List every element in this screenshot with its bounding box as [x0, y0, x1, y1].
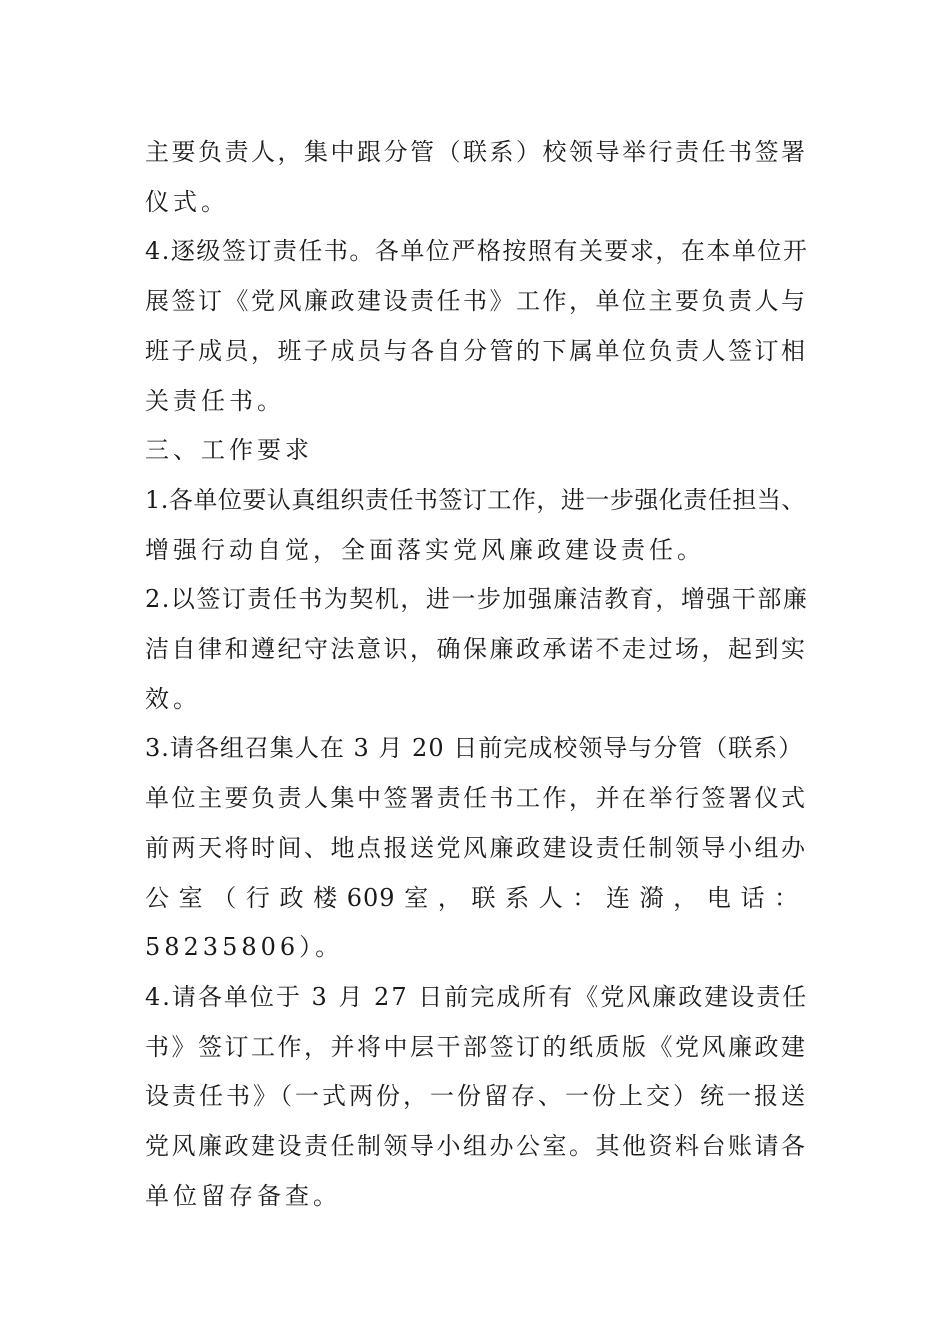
- document-body: [145, 128, 810, 1221]
- body-line: 仪式。: [145, 187, 229, 216]
- body-line: 主要负责人，集中跟分管（联系）校领导举行责任书签署: [145, 138, 808, 166]
- body-line: 党风廉政建设责任制领导小组办公室。其他资料台账请各: [145, 1132, 808, 1161]
- body-line: 3.请各组召集人在 3 月 20 日前完成校领导与分管（联系）: [145, 734, 804, 763]
- body-line: 展签订《党风廉政建设责任书》工作，单位主要负责人与: [145, 287, 808, 316]
- body-line: 洁自律和遵纪守法意识，确保廉政承诺不走过场，起到实: [145, 635, 808, 664]
- body-line: 班子成员，班子成员与各自分管的下属单位负责人签订相: [145, 336, 808, 365]
- body-line: 书》签订工作，并将中层干部签订的纸质版《党风廉政建: [145, 1032, 808, 1061]
- body-line: 4.逐级签订责任书。各单位严格按照有关要求，在本单位开: [145, 237, 809, 266]
- body-line: 2.以签订责任书为契机，进一步加强廉洁教育，增强干部廉: [145, 585, 809, 614]
- body-line: 单位主要负责人集中签署责任书工作，并在举行签署仪式: [145, 784, 808, 813]
- body-line: 1.各单位要认真组织责任书签订工作，进一步强化责任担当、: [145, 485, 806, 514]
- body-line: 58235806）。: [145, 933, 344, 962]
- body-line: 4.请各单位于 3 月 27 日前完成所有《党风廉政建设责任: [145, 982, 809, 1011]
- body-line: 效。: [145, 684, 201, 713]
- body-line: 公 室 （ 行 政 楼 609 室 ， 联 系 人 ： 连 漪 ， 电 话 ：: [145, 883, 800, 912]
- body-line: 前两天将时间、地点报送党风廉政建设责任制领导小组办: [145, 833, 808, 862]
- body-line: 关责任书。: [145, 386, 285, 415]
- body-line: 单位留存备查。: [145, 1181, 341, 1210]
- body-line: 设责任书》（一式两份，一份留存、一份上交）统一报送: [145, 1082, 808, 1111]
- section-heading: 三、工作要求: [145, 436, 313, 465]
- body-line: 增强行动自觉，全面落实党风廉政建设责任。: [145, 535, 705, 564]
